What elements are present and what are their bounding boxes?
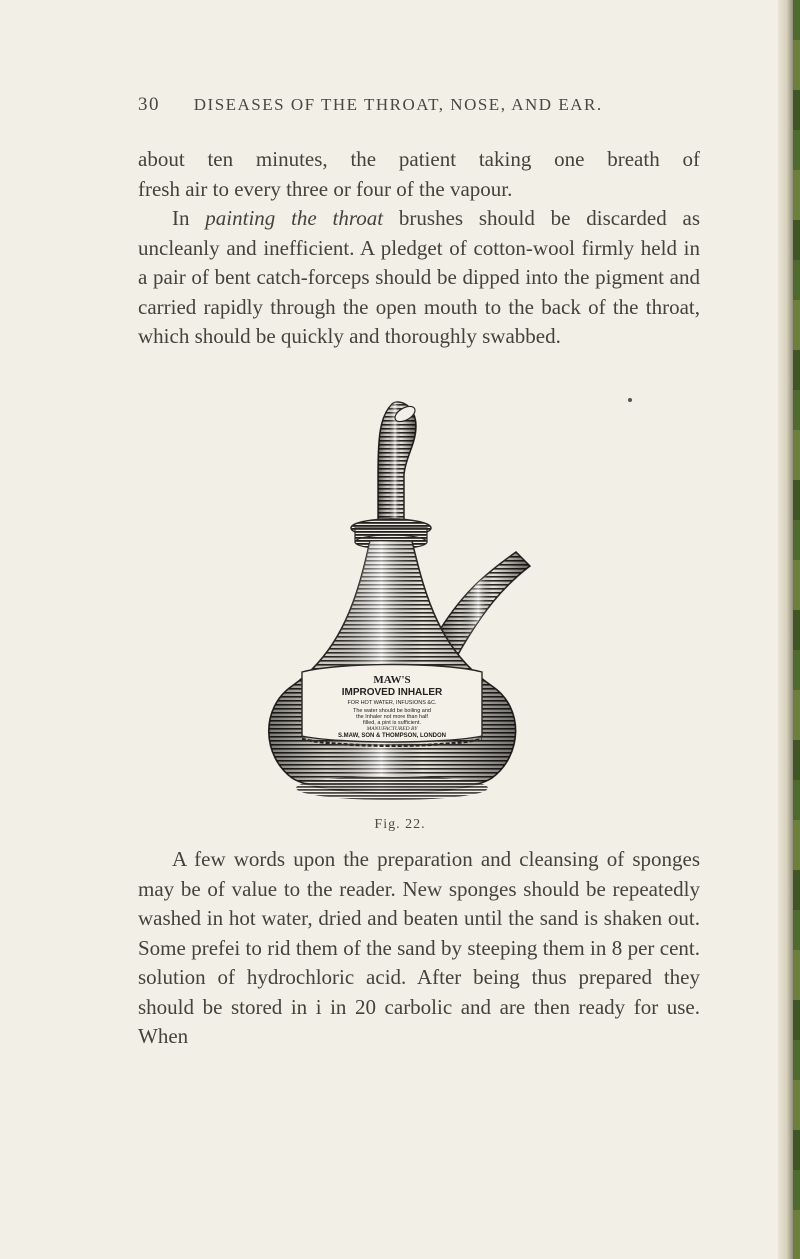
- text-run: In: [172, 206, 206, 230]
- text-line: fresh air to every three or four of the vapour.: [138, 176, 513, 201]
- figure-inhaler: [230, 396, 560, 816]
- inhaler-label: [302, 665, 482, 746]
- label-brand: MAW'S: [373, 674, 411, 686]
- label-title: IMPROVED INHALER: [341, 687, 443, 698]
- paragraph-sponges: [138, 845, 700, 1052]
- text-line: about ten minutes, the patient taking one breath of: [138, 147, 700, 171]
- label-maker: S.MAW, SON & THOMPSON, LONDON: [337, 733, 447, 739]
- page-number: 30: [138, 94, 160, 115]
- figure-caption: Fig. 22.: [374, 817, 426, 832]
- paragraph-top: [138, 145, 700, 352]
- speck: [628, 398, 632, 402]
- label-note: filled, a pint is sufficient.: [363, 720, 421, 726]
- paragraph-painting: [138, 204, 700, 352]
- inhaler-illustration: [230, 396, 560, 816]
- mouthpiece: [378, 402, 418, 526]
- label-note: the Inhaler not more than half: [356, 714, 428, 720]
- label-manufacturer: MANUFACTURED BY: [366, 726, 418, 732]
- page-edge: [778, 0, 800, 1259]
- emphasis-text: painting the throat: [205, 206, 384, 230]
- running-header: [138, 94, 698, 116]
- spout: [436, 552, 530, 658]
- paragraph-text: A few words upon the preparation and cleansing of sponges may be of value to the reader. New sponges should be repeatedly washed in hot water, dried and beaten until the sand is shaken out. Some prefei to rid them of the sand by steeping them in 8 per cent. solution of hydrochloric acid. After being thus prepared they should be stored in i in 20 carbolic and are then ready for use. When: [138, 847, 700, 1048]
- running-title: DISEASES OF THE THROAT, NOSE, AND EAR.: [193, 95, 603, 114]
- label-note: The water should be boiling and: [353, 708, 431, 714]
- label-subtitle: FOR HOT WATER, INFUSIONS &C.: [347, 700, 437, 706]
- text-run: brushes should be discarded as uncleanly and inefficient. A pledget of cotton-wool firmly held in a pair of bent catch-forceps should be dipped into the pigment and carried rapidly through the open mouth to the back of the throat, which should be quickly and thoroughly swabbed.: [138, 206, 700, 348]
